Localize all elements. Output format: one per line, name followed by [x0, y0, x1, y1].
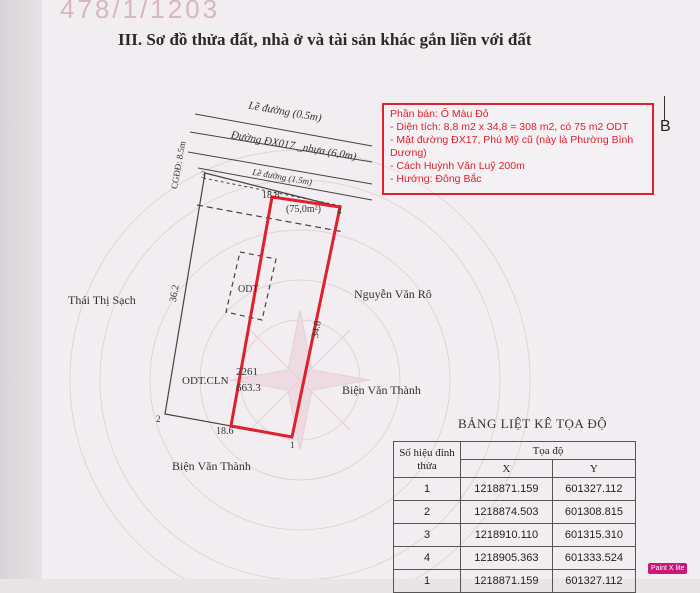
sale-info-box [382, 103, 654, 195]
coord-table-title: BẢNG LIỆT KÊ TỌA ĐỘ [458, 416, 608, 431]
road-name-label: Đường ĐX017 _nhựa (6,0m) [229, 129, 358, 163]
header-x: X [461, 460, 553, 478]
point-id: 1 [394, 478, 461, 501]
odt-label: ODT [238, 284, 259, 295]
sale-info-line: Phần bán: Ô Màu Đỏ [390, 108, 489, 120]
coord-x: 1218871.159 [461, 478, 553, 501]
vertex-2-label: 2 [156, 414, 161, 424]
header-coords: Tọa độ [461, 442, 636, 460]
coord-y: 601315.310 [552, 524, 635, 547]
road-sidewalk-top-label: Lề đường (0.5m) [247, 99, 323, 125]
paint-app-badge: Paint X lite [648, 563, 687, 574]
coord-y: 601327.112 [552, 570, 635, 593]
header-point: Số hiệu đỉnh thửa [394, 442, 461, 478]
point-id: 3 [394, 524, 461, 547]
coord-x: 1218871.159 [461, 570, 553, 593]
coord-x: 1218910.110 [461, 524, 553, 547]
coord-y: 601327.112 [552, 478, 635, 501]
point-id: 2 [394, 501, 461, 524]
section-title: III. Sơ đồ thửa đất, nhà ở và tài sản khác gắn liền với đất [118, 30, 532, 49]
serial-watermark: 478/1/1203 [60, 0, 221, 24]
edge-bottom-label: 18.6 [216, 426, 234, 437]
coord-x: 1218905.363 [461, 547, 553, 570]
point-id: 4 [394, 547, 461, 570]
odt-area-label: (75,0m²) [286, 204, 321, 215]
neighbor-east: Nguyễn Văn Rô [354, 287, 432, 301]
table-row [394, 547, 636, 570]
table-row [394, 524, 636, 547]
north-label: B [660, 118, 671, 135]
sale-info-line: - Diện tích: 8,8 m2 x 34,8 = 308 m2, có 75 m2 ODT [390, 121, 629, 133]
vertex-3-label: 3 [201, 170, 206, 180]
neighbor-southeast: Biện Văn Thành [342, 383, 421, 397]
coord-table [393, 441, 636, 593]
parcel-number: 2261 [236, 366, 258, 378]
edge-right-label: 34.8 [309, 319, 324, 340]
sale-area-outline [231, 197, 340, 437]
sale-info-line: - Hướng: Đông Bắc [390, 173, 482, 185]
road-sidewalk-bottom-label: Lề đường (1.5m) [251, 166, 313, 188]
header-y: Y [552, 460, 635, 478]
coord-y: 601308.815 [552, 501, 635, 524]
coord-x: 1218874.503 [461, 501, 553, 524]
parcel-area: 663.3 [236, 382, 261, 394]
road-setback-label: CGĐĐ: 8.5m [169, 140, 188, 190]
table-row [394, 478, 636, 501]
neighbor-south: Biện Văn Thành [172, 459, 251, 473]
coord-y: 601333.524 [552, 547, 635, 570]
table-row [394, 501, 636, 524]
land-type-label: ODT.CLN [182, 375, 229, 387]
neighbor-west: Thái Thị Sạch [68, 293, 136, 307]
edge-left-label: 36.2 [167, 283, 182, 304]
vertex-1-label: 1 [290, 440, 295, 450]
vertex-4-label: 4 [337, 206, 342, 216]
edge-top-label: 18.8 [262, 190, 280, 201]
point-id: 1 [394, 570, 461, 593]
sale-info-line: - Cách Huỳnh Văn Luỹ 200m [390, 160, 525, 172]
sale-info-line: - Mặt đường ĐX17, Phú Mỹ cũ (này là Phường Bình Dương) [390, 134, 634, 159]
table-row [394, 570, 636, 593]
